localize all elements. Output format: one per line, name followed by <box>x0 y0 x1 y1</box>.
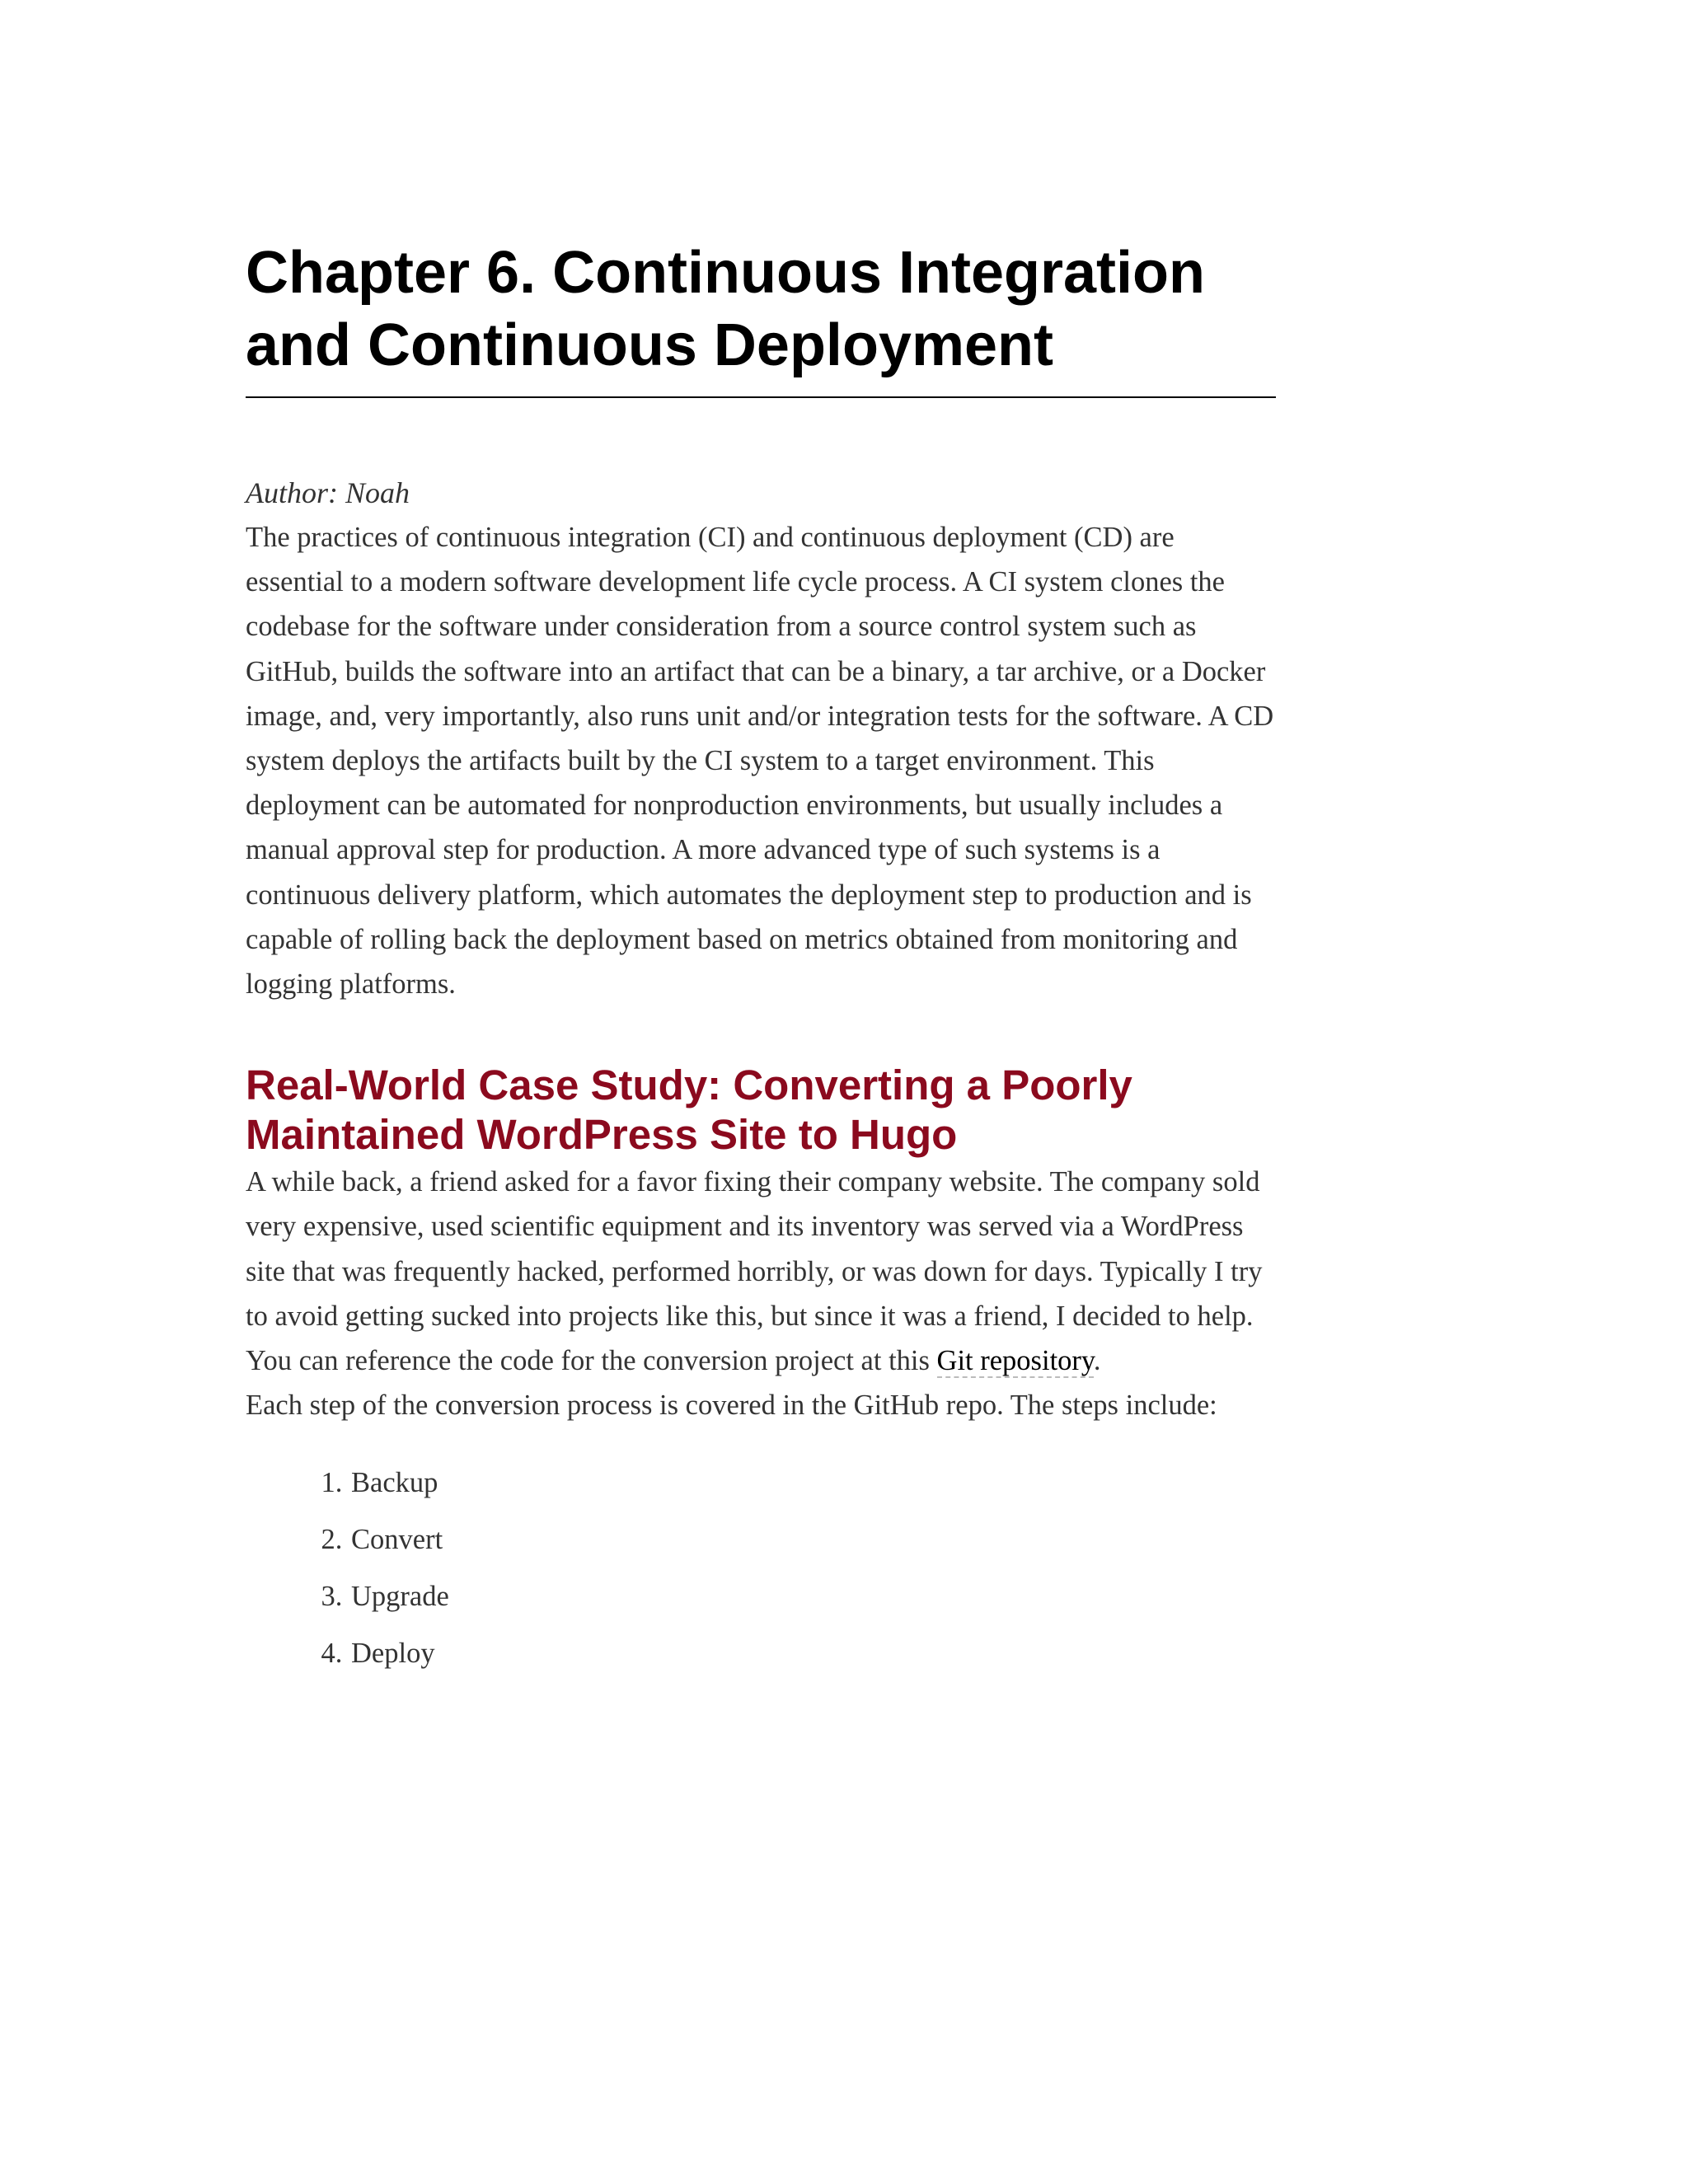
steps-list <box>246 1460 1276 1675</box>
author-line: Author: Noah <box>246 476 410 509</box>
case-study-heading: Real-World Case Study: Converting a Poorly Maintained WordPress Site to Hugo <box>246 1062 1132 1159</box>
step-item-upgrade: 3. Upgrade <box>349 1574 1276 1619</box>
case-study-paragraph-end: . <box>1093 1345 1101 1377</box>
steps-intro: Each step of the conversion process is covered in the GitHub repo. The steps include: <box>246 1390 1217 1422</box>
step-item-deploy: 4. Deploy <box>349 1631 1276 1675</box>
git-repository-link[interactable]: Git repository <box>936 1345 1094 1377</box>
intro-paragraph: The practices of continuous integration (CI) and continuous deployment (CD) are essential to a modern software development life cycle process. A CI system clones the codebase for the software under consideration from a source control system such as GitHub, builds the software into an artifact that can be a binary, a tar archive, or a Docker image, and, very importantly, also runs unit and/or integration tests for the software. A CD system deploys the artifacts built by the CI system to a target environment. This deployment can be automated for nonproduction environments, but usually includes a manual approval step for production. A more advanced type of such systems is a continuous delivery platform, which automates the deployment step to production and is capable of rolling back the deployment based on metrics obtained from monitoring and logging platforms. <box>246 522 1274 1001</box>
step-item-convert: 2. Convert <box>349 1517 1276 1562</box>
case-study-paragraph-text: A while back, a friend asked for a favor fixing their company website. The company sold very expensive, used scientific equipment and its inventory was served via a WordPress site that was frequently hacked, performed horribly, or was down for days. Typically I try to avoid getting sucked into projects like this, but since it was a friend, I decided to help. You can reference the code for the conversion project at this <box>246 1166 1263 1377</box>
step-item-backup: 1. Backup <box>349 1460 1276 1505</box>
document-page <box>246 0 1276 1688</box>
chapter-title: Chapter 6. Continuous Integration and Continuous Deployment <box>246 0 1276 398</box>
case-study-paragraph <box>246 1160 1276 1383</box>
